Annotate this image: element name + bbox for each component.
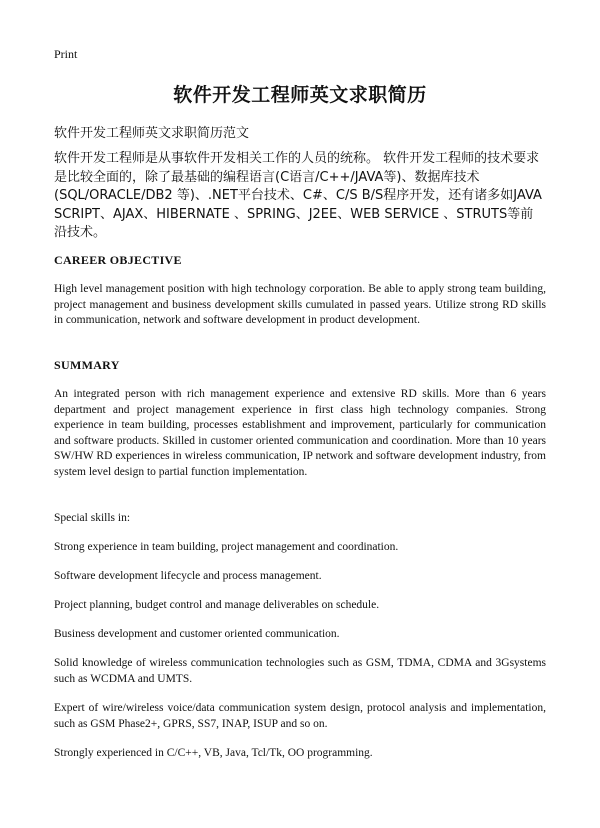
special-skills-label: Special skills in: xyxy=(54,512,131,524)
summary-text: An integrated person with rich management experience and extensive RD skills. More than 6 years department and project management experience in first class high technology companies. Strong experience in team building, processes establishment and improvement, particularly for communication and software products. Skilled in customer oriented communication and coordination. More than 10 years SW/HW RD experiences in wireless communication, IP network and software development industry, from system level design to partial function implementation. xyxy=(54,388,546,478)
skill-item: Strongly experienced in C/C++, VB, Java, Tcl/Tk, OO programming. xyxy=(54,747,373,759)
career-objective-text: High level management position with high technology corporation. Be able to apply strong team building, project management and business development skills cumulated in passed years. Utilize strong RD skills in communication, network and software development in product development. xyxy=(54,283,546,327)
print-link[interactable]: Print xyxy=(54,47,78,61)
page-title: 软件开发工程师英文求职简历 xyxy=(173,84,427,106)
skill-item: Solid knowledge of wireless communication technologies such as GSM, TDMA, CDMA and 3Gsystems such as WCDMA and UMTS. xyxy=(54,657,546,685)
skill-item: Software development lifecycle and process management. xyxy=(54,570,322,582)
intro-paragraph: 软件开发工程师是从事软件开发相关工作的人员的统称。 软件开发工程师的技术要求是比较全面的，除了最基础的编程语言(C语言/C++/JAVA等)、数据库技术(SQL/ORACLE/DB2 等)、.NET平台技术、C#、C/S B/S程序开发，还有诸多如JAVA SCRIPT、AJAX、HIBERNATE 、SPRING、J2EE、WEB SERVICE 、STRUTS等前沿技术。 xyxy=(54,151,542,241)
page-subtitle: 软件开发工程师英文求职简历范文 xyxy=(54,126,250,141)
skill-item: Expert of wire/wireless voice/data communication system design, protocol analysis and implementation, such as GSM Phase2+, GPRS, SS7, INAP, ISUP and so on. xyxy=(54,702,546,730)
skill-item: Strong experience in team building, project management and coordination. xyxy=(54,541,399,553)
career-objective-heading: CAREER OBJECTIVE xyxy=(54,253,182,267)
skill-item: Project planning, budget control and manage deliverables on schedule. xyxy=(54,599,380,611)
skill-item: Business development and customer oriented communication. xyxy=(54,628,340,640)
summary-heading: SUMMARY xyxy=(54,358,120,372)
